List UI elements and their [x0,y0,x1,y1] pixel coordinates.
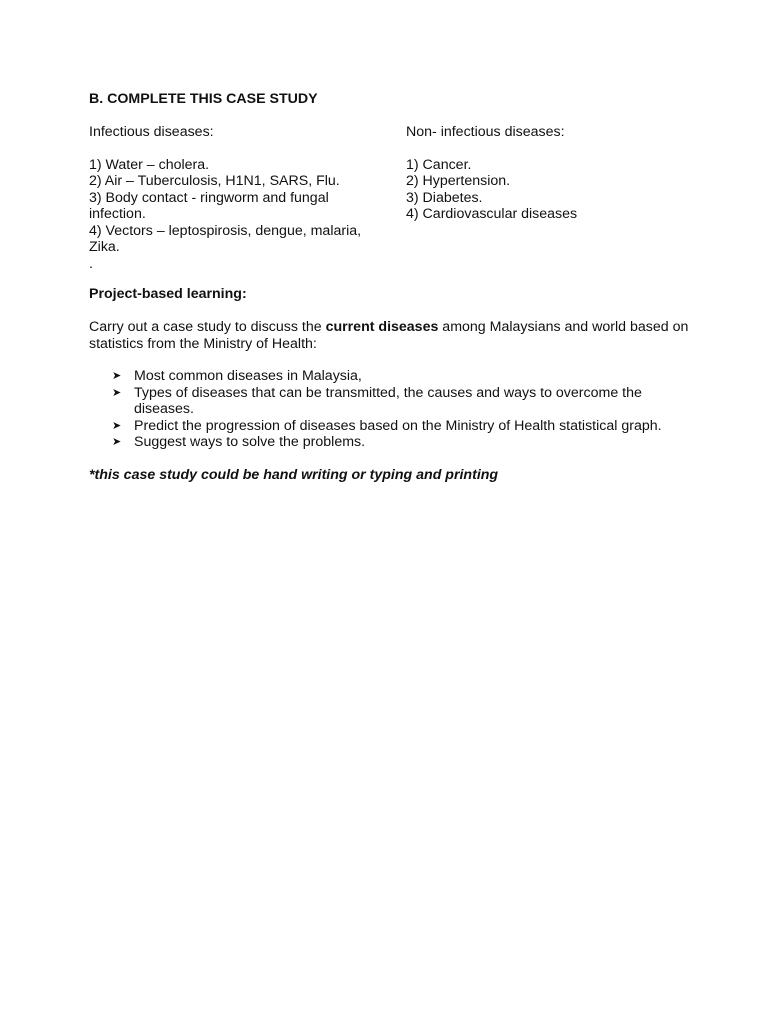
task-text: Suggest ways to solve the problems. [134,434,366,450]
intro-text-end: among Malaysians and world based on statistics from the Ministry of Health: [89,319,689,352]
non-infectious-diseases-list [406,157,686,223]
arrowhead-bullet-icon: ➤ [112,386,122,399]
arrowhead-bullet-icon: ➤ [112,436,122,448]
list-item: 2) Air – Tuberculosis, H1N1, SARS, Flu. [89,173,340,189]
non-infectious-diseases-column [406,124,686,223]
trailing-period: . [89,255,93,272]
project-intro-paragraph [89,319,689,352]
section-heading: B. COMPLETE THIS CASE STUDY [89,91,318,107]
arrowhead-bullet-icon: ➤ [112,419,122,432]
arrowhead-bullet-icon: ➤ [112,370,122,382]
intro-text-start: Carry out a case study to discuss the [89,319,326,335]
task-bullet-list [112,368,672,451]
non-infectious-diseases-title: Non- infectious diseases: [406,124,565,140]
list-item: 1) Water – cholera. [89,156,210,173]
infectious-diseases-list [89,157,369,256]
list-item [112,385,672,418]
list-item: 4) Vectors – leptospirosis, dengue, malaria, Zika. [89,222,362,255]
infectious-diseases-column [89,124,369,272]
list-item: 4) Cardiovascular diseases [406,206,578,222]
list-item [112,434,672,451]
task-text: Predict the progression of diseases based on the Ministry of Health statistical graph. [134,417,662,434]
submission-note: *this case study could be hand writing or typing and printing [89,467,499,483]
list-item [112,368,672,385]
task-text: Most common diseases in Malaysia, [134,368,362,384]
list-item: 3) Body contact - ringworm and fungal infection. [89,189,329,222]
project-based-learning-title: Project-based learning: [89,286,247,302]
intro-emphasis: current diseases [325,319,439,335]
list-item: 3) Diabetes. [406,189,483,206]
list-item: 1) Cancer. [406,156,472,173]
task-text: Types of diseases that can be transmitted, the causes and ways to overcome the diseases. [134,384,642,417]
list-item [112,418,672,435]
infectious-diseases-title: Infectious diseases: [89,124,214,140]
list-item: 2) Hypertension. [406,173,511,189]
